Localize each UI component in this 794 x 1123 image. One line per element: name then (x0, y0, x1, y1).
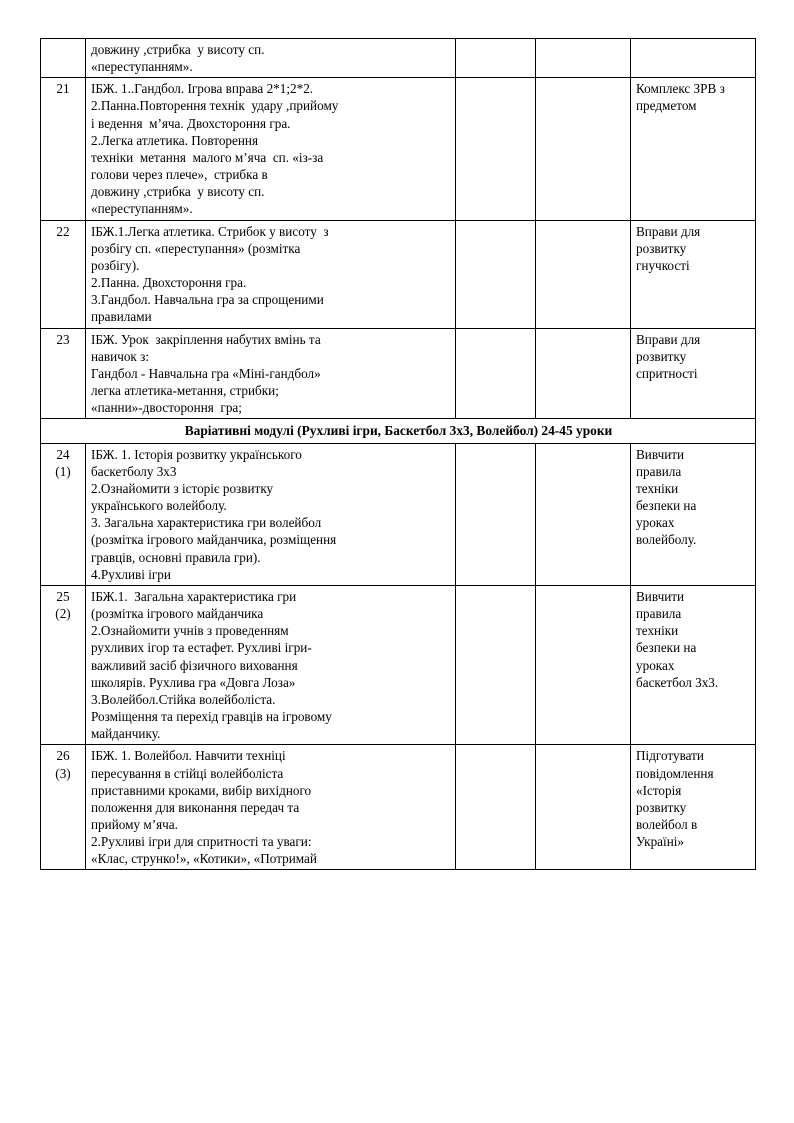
lesson-number-cell (41, 585, 86, 744)
homework-line: техніки (636, 481, 679, 497)
table-row (41, 443, 756, 585)
homework-line: правила (636, 463, 682, 479)
homework-line: техніки (636, 623, 679, 639)
equipment-cell (536, 220, 631, 328)
lesson-content-cell (86, 328, 456, 419)
date-cell (456, 328, 536, 419)
lesson-content-line: баскетболу 3х3 (91, 463, 177, 479)
date-cell (456, 443, 536, 585)
lesson-content-line: 2.Ознайомити з історіє розвитку (91, 481, 274, 497)
lesson-content-line: приставними кроками, вибір вихідного (91, 782, 312, 798)
lesson-number-cell (41, 39, 86, 78)
homework-line: предметом (636, 98, 697, 114)
homework-line: «Історія (636, 782, 682, 798)
homework-cell (631, 585, 756, 744)
lesson-number-sub: (2) (55, 606, 71, 622)
homework-cell (631, 328, 756, 419)
homework-cell (631, 745, 756, 870)
equipment-cell (536, 328, 631, 419)
homework-line: розвитку (636, 799, 687, 815)
homework-line: Комплекс ЗРВ з (636, 81, 725, 97)
homework-line: волейбол в (636, 816, 698, 832)
homework-line: уроках (636, 657, 675, 673)
lesson-content-line: прийому м’яча. (91, 816, 178, 832)
homework-cell (631, 78, 756, 220)
equipment-cell (536, 39, 631, 78)
lesson-content-line: Гандбол - Навчальна гра «Міні-гандбол» (91, 365, 321, 381)
lesson-content-line: 2.Легка атлетика. Повторення (91, 132, 259, 148)
lesson-number-sub: (1) (55, 463, 71, 479)
lesson-content-line: навичок з: (91, 348, 149, 364)
table-row (41, 585, 756, 744)
lesson-content-line: голови через плече», стрибка в (91, 167, 268, 183)
homework-line: Вправи для (636, 331, 701, 347)
homework-line: Вивчити (636, 446, 685, 462)
lesson-content-line: 2.Панна. Двохстороння гра. (91, 275, 247, 291)
lesson-content-line: важливий засіб фізичного виховання (91, 657, 298, 673)
lesson-content-line: майданчику. (91, 726, 161, 742)
lesson-content-line: правилами (91, 309, 152, 325)
lesson-content-line: «панни»-двостороння гра; (91, 400, 242, 416)
lesson-content-cell (86, 745, 456, 870)
lesson-content-line: і ведення м’яча. Двохстороння гра. (91, 115, 291, 131)
homework-cell (631, 443, 756, 585)
lesson-content-cell (86, 39, 456, 78)
lesson-number-cell (41, 443, 86, 585)
lesson-content-cell (86, 585, 456, 744)
lesson-content-line: розбігу сп. «переступання» (розмітка (91, 240, 301, 256)
lesson-content-line: техніки метання малого м’яча сп. «із-за (91, 149, 324, 165)
lesson-content-cell (86, 220, 456, 328)
lesson-content-cell (86, 78, 456, 220)
homework-line: баскетбол 3х3. (636, 674, 719, 690)
table-row (41, 328, 756, 419)
lesson-number: 21 (56, 81, 70, 97)
lesson-number-sub: (3) (55, 765, 71, 781)
lesson-content-line: довжину ,стрибка у висоту сп. (91, 184, 265, 200)
homework-line: Підготувати (636, 748, 704, 764)
date-cell (456, 585, 536, 744)
equipment-cell (536, 443, 631, 585)
lesson-content-line: рухливих ігор та естафет. Рухливі ігри- (91, 640, 312, 656)
homework-line: волейболу. (636, 532, 697, 548)
lesson-content-line: українського волейболу. (91, 498, 227, 514)
lesson-content-line: 3.Волейбол.Стійка волейболіста. (91, 691, 276, 707)
table-row (41, 745, 756, 870)
lesson-content-line: положення для виконання передач та (91, 799, 300, 815)
homework-line: спритності (636, 365, 698, 381)
lesson-number: 23 (56, 331, 70, 347)
section-title: Варіативні модулі (Рухливі ігри, Баскетбол 3х3, Волейбол) 24-45 уроки (41, 419, 756, 443)
lesson-content-line: легка атлетика-метання, стрибки; (91, 382, 279, 398)
lesson-number: 25 (56, 588, 70, 604)
date-cell (456, 78, 536, 220)
lesson-content-line: ІБЖ.1.Легка атлетика. Стрибок у висоту з (91, 223, 329, 239)
homework-cell (631, 220, 756, 328)
lesson-number-cell (41, 328, 86, 419)
lesson-number: 24 (56, 446, 70, 462)
date-cell (456, 220, 536, 328)
table-row (41, 39, 756, 78)
homework-line: безпеки на (636, 498, 697, 514)
lesson-content-cell (86, 443, 456, 585)
lesson-content-line: «Клас, струнко!», «Котики», «Потримай (91, 851, 317, 867)
homework-line: гнучкості (636, 257, 690, 273)
lesson-content-line: 3. Загальна характеристика гри волейбол (91, 515, 322, 531)
lesson-content-line: Розміщення та перехід гравців на ігровому (91, 709, 332, 725)
lesson-content-line: розбігу). (91, 257, 140, 273)
homework-line: Україні» (636, 834, 685, 850)
homework-line: безпеки на (636, 640, 697, 656)
lesson-content-line: 2.Рухливі ігри для спритності та уваги: (91, 834, 312, 850)
equipment-cell (536, 585, 631, 744)
lesson-content-line: школярів. Рухлива гра «Довга Лоза» (91, 674, 296, 690)
lesson-content-line: (розмітка ігрового майданчика, розміщення (91, 532, 337, 548)
lesson-content-line: «переступанням». (91, 59, 193, 75)
table-section-row (41, 419, 756, 443)
lesson-content-line: ІБЖ. 1. Волейбол. Навчити техніці (91, 748, 286, 764)
lesson-content-line: (розмітка ігрового майданчика (91, 606, 264, 622)
equipment-cell (536, 745, 631, 870)
lesson-content-line: 2.Панна.Повторення технік удару ,прийому (91, 98, 339, 114)
lesson-plan-table (40, 38, 756, 870)
table-body (41, 39, 756, 870)
lesson-content-line: ІБЖ. 1..Гандбол. Ігрова вправа 2*1;2*2. (91, 81, 314, 97)
equipment-cell (536, 78, 631, 220)
date-cell (456, 745, 536, 870)
lesson-number-cell (41, 220, 86, 328)
lesson-content-line: гравців, основні правила гри). (91, 549, 261, 565)
lesson-content-line: 2.Ознайомити учнів з проведенням (91, 623, 289, 639)
lesson-content-line: ІБЖ. Урок закріплення набутих вмінь та (91, 331, 321, 347)
homework-line: повідомлення (636, 765, 714, 781)
date-cell (456, 39, 536, 78)
homework-line: правила (636, 606, 682, 622)
lesson-content-line: 3.Гандбол. Навчальна гра за спрощеними (91, 292, 324, 308)
lesson-number: 22 (56, 223, 70, 239)
homework-line: Вивчити (636, 588, 685, 604)
homework-line: Вправи для (636, 223, 701, 239)
lesson-content-line: ІБЖ. 1. Історія розвитку українського (91, 446, 302, 462)
lesson-content-line: 4.Рухливі ігри (91, 566, 171, 582)
homework-cell (631, 39, 756, 78)
lesson-content-line: пересування в стійці волейболіста (91, 765, 284, 781)
lesson-number-cell (41, 78, 86, 220)
lesson-content-line: «переступанням». (91, 201, 193, 217)
lesson-number-cell (41, 745, 86, 870)
table-row (41, 220, 756, 328)
table-row (41, 78, 756, 220)
lesson-content-line: ІБЖ.1. Загальна характеристика гри (91, 588, 297, 604)
lesson-content-line: довжину ,стрибка у висоту сп. (91, 42, 265, 57)
homework-line: розвитку (636, 240, 687, 256)
homework-line: розвитку (636, 348, 687, 364)
lesson-number: 26 (56, 748, 70, 764)
homework-line: уроках (636, 515, 675, 531)
